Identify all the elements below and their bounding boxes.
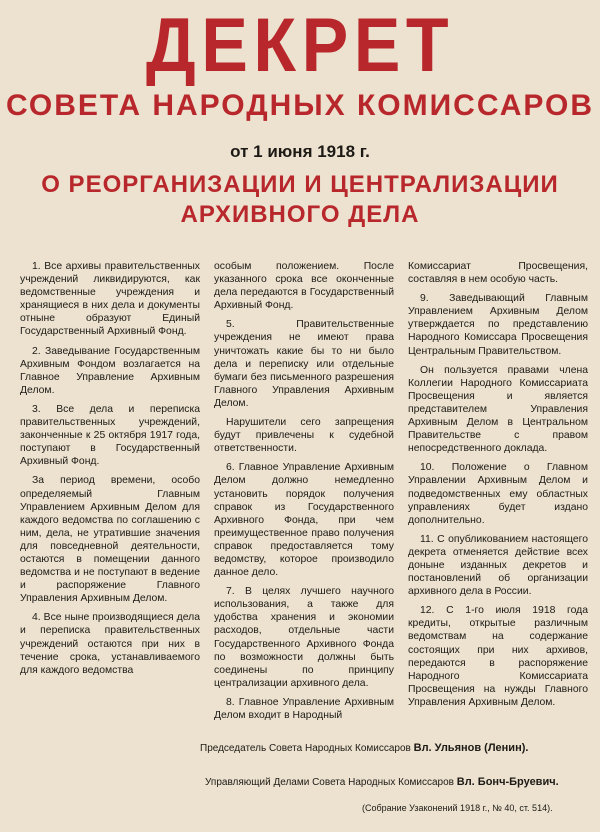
topic-line-1: О РЕОРГАНИЗАЦИИ И ЦЕНТРАЛИЗАЦИИ bbox=[41, 171, 559, 198]
paragraph: 9. Заведывающий Главным Управлением Архивным Делом утверждается по представлению Народного Комиссара Просвещения Центральным Правительством. bbox=[408, 293, 588, 357]
manager-role: Управляющий Делами Совета Народных Комиссаров bbox=[205, 777, 454, 788]
chair-signature bbox=[200, 742, 528, 754]
decree-subtitle: СОВЕТА НАРОДНЫХ КОМИССАРОВ bbox=[5, 89, 595, 122]
paragraph: Комиссариат Просвещения, составляя в нем особую часть. bbox=[408, 261, 588, 286]
paragraph: Нарушители сего запрещения будут привлечены к судебной ответственности. bbox=[214, 417, 394, 455]
decree-topic bbox=[0, 170, 600, 230]
paragraph: 5. Правительственные учреждения не имеют права уничтожать какие бы то ни было дела и переписку или отдельные бумаги без письменного разрешения Главного Управления Архивным Делом. bbox=[214, 319, 394, 409]
paragraph: особым положением. После указанного срока все оконченные дела передаются в Государственный Архивный Фонд. bbox=[214, 261, 394, 312]
manager-signature bbox=[205, 776, 559, 788]
decree-title: ДЕКРЕТ bbox=[145, 3, 455, 88]
column-2 bbox=[214, 260, 394, 720]
paragraph: 8. Главное Управление Архивным Делом входит в Народный bbox=[214, 696, 394, 721]
paragraph: 7. В целях лучшего научного использования, а также для удобства хранения и экономии расходов, отдельные части Государственного Архивного Фонда по возможности должны быть соединены по принципу централизации архивного дела. bbox=[214, 586, 394, 689]
paragraph: 3. Все дела и переписка правительственных учреждений, законченные к 25 октября 1917 года, поступают в Государственный Архивный Фонд. bbox=[20, 403, 200, 468]
column-1 bbox=[20, 260, 200, 720]
paragraph: 1. Все архивы правительственных учреждений ликвидируются, как ведомственные учреждения и хранящиеся в них дела и документы отныне образуют Единый Государственный Архивный Фонд. bbox=[20, 261, 200, 338]
topic-line-2: АРХИВНОГО ДЕЛА bbox=[180, 201, 420, 228]
decree-body bbox=[20, 260, 590, 720]
decree-date: от 1 июня 1918 г. bbox=[230, 142, 370, 161]
chair-name: Вл. Ульянов (Ленин). bbox=[413, 742, 529, 754]
paragraph: За период времени, особо определяемый Главным Управлением Архивным Делом для каждого ведомства по соглашению с ним, дела, не утратившие значения для повседневной деятельности, остаются в помещении данного ведомства и не поступают в ведение и распоряжение Главного Управления Архивным Делом. bbox=[20, 475, 200, 605]
paragraph: 10. Положение о Главном Управлении Архивным Делом и подведомственных ему областных управлениях будет издано дополнительно. bbox=[408, 462, 588, 526]
paragraph: Он пользуется правами члена Коллегии Народного Комиссариата Просвещения и является представителем Управления Архивным Делом в Центральном Правительстве с правом непосредственного доклада. bbox=[408, 364, 588, 455]
source-citation: (Собрание Узаконений 1918 г., № 40, ст. 514). bbox=[362, 803, 553, 813]
paragraph: 2. Заведывание Государственным Архивным Фондом возлагается на Главное Управление Архивным Делом. bbox=[20, 345, 200, 396]
manager-name: Вл. Бонч-Бруевич. bbox=[456, 776, 559, 788]
paragraph: 11. С опубликованием настоящего декрета отменяется действие всех доныне изданных декретов и постановлений об организации архивного дела в России. bbox=[408, 533, 588, 598]
paragraph: 12. С 1-го июля 1918 года кредиты, открытые различным ведомствам на содержание состоящих при них архивов, передаются в распоряжение Народного Комиссариата Просвещения на нужды Главного Управления Архивным Делом. bbox=[408, 605, 588, 708]
paragraph: 6. Главное Управление Архивным Делом должно немедленно установить порядок получения справок из Государственного Архивного Фонда, при чем преимущественное право получения справок предоставляется тому ведомству, которое производило данное дело. bbox=[214, 462, 394, 579]
paragraph: 4. Все ныне производящиеся дела и переписка правительственных учреждений остаются при них в течение срока, устанавливаемого для каждого ведомства bbox=[20, 612, 200, 676]
column-3 bbox=[408, 260, 588, 720]
chair-role: Председатель Совета Народных Комиссаров bbox=[200, 743, 411, 754]
